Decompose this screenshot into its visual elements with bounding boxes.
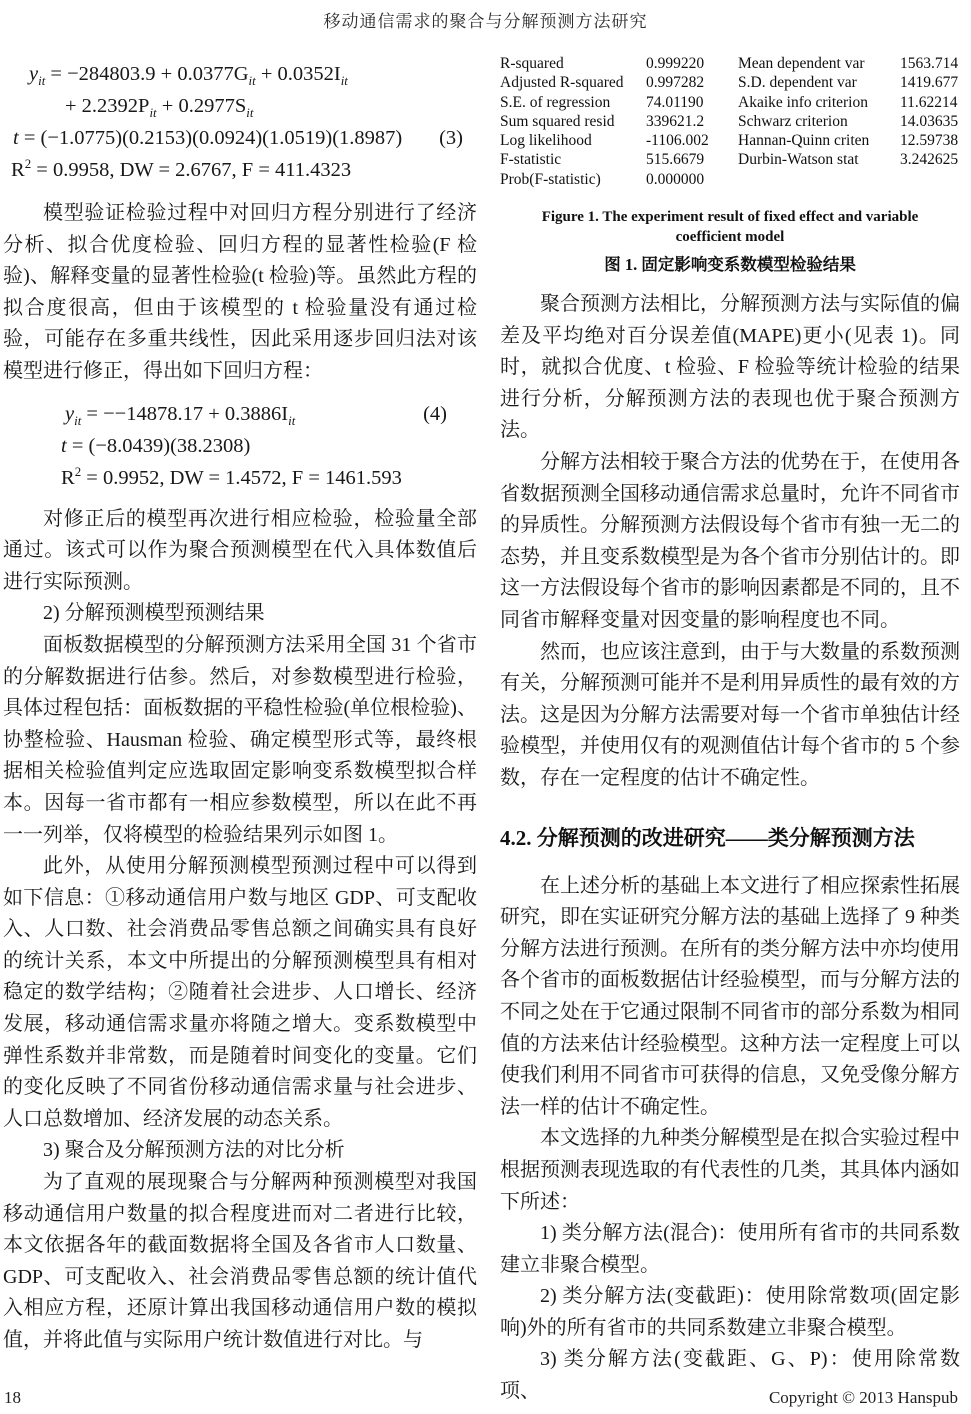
section-heading-4-2: 4.2. 分解预测的改进研究——类分解预测方法 [500, 825, 915, 850]
paragraph-mape-comparison: 聚合预测方法相比，分解预测方法与实际值的偏差及平均绝对百分误差值(MAPE)更小(见表 1)。同时，就拟合优度、t 检验、F 检验等统计检验的结果进行分析，分解预测方法的表现也优于聚合预测方法。 [500, 293, 960, 442]
page-title: 移动通信需求的聚合与分解预测方法研究 [323, 12, 648, 31]
stat-label: S.E. of regression [500, 93, 611, 111]
equation-3-number: (3) [439, 127, 463, 149]
stat-label: Hannan-Quinn criten [738, 132, 870, 150]
stat-label: Schwarz criterion [738, 112, 848, 130]
equation-3-line-1: $y_{it} = -284803.9 + 0.0377G_{it} + 0.0352I_{it}$ [29, 63, 348, 89]
stat-value: 0.999220 [646, 55, 705, 72]
stat-label: F-statistic [500, 151, 562, 169]
copyright-notice: Copyright © 2013 Hanspub [768, 1388, 958, 1407]
list-item-3-comparison: 3) 聚合及分解预测方法的对比分析 [43, 1139, 345, 1162]
stats-table-left-half [500, 54, 738, 189]
equation-3-line-3: t = (−1.0775)(0.2153)(0.0924)(1.0519)(1.8987) (3) [3, 122, 477, 154]
stat-label: S.D. dependent var [738, 74, 857, 92]
left-column [3, 46, 477, 1408]
stat-value: 14.03635 [900, 112, 959, 130]
equation-3-stats: $R^2 = 0.9958$, DW = 2.6767, F = 411.4323 [11, 156, 352, 181]
paragraph-model-verification: 模型验证检验过程中对回归方程分别进行了经济分析、拟合优度检验、回归方程的显著性检验(F 检验)、解释变量的显著性检验(t 检验)等。虽然此方程的拟合度很高，但由于该模型的 t 检验量没有通过检验，可能存在多重共线性，因此采用逐步回归法对该模型进行修正，得出如下回归方程： [3, 202, 477, 382]
stat-label: Mean dependent var [738, 55, 865, 72]
stat-value: 1419.677 [900, 74, 959, 92]
stat-label: Adjusted R-squared [500, 74, 624, 92]
stats-table-right-half [738, 54, 958, 189]
stat-value: 515.6679 [646, 151, 705, 169]
list-item-method-2-varying-intercept: 2) 类分解方法(变截距)：使用除常数项(固定影响)外的所有省市的共同系数建立非聚合模型。 [500, 1285, 960, 1339]
stat-value: 3.242625 [900, 151, 959, 169]
stat-value: 12.59738 [900, 132, 959, 150]
stat-value: -1106.002 [646, 132, 709, 150]
page-footer [4, 1388, 958, 1408]
paragraph-additional-info: 此外，从使用分解预测模型预测过程中可以得到如下信息：①移动通信用户数与地区 GDP、可支配收入、人口数、社会消费品零售总额之间确实具有良好的统计关系，本文中所提出的分解预测模型具有相对稳定的数学结构；②随着社会进步、人口增长、经济发展，移动通信需求量亦将随之增大。变系数模型中弹性系数并非常数，而是随着时间变化的变量。它们的变化反映了不同省份移动通信需求量与社会进步、人口总数增加、经济发展的动态关系。 [3, 855, 477, 1130]
figure-caption-chinese: 图 1. 固定影响变系数模型检验结果 [604, 255, 856, 275]
equation-4 [3, 398, 477, 494]
equation-3-line-2: + $2.2392P_{it} + 0.2977S_{it}$ [65, 95, 254, 121]
equation-3 [3, 58, 477, 186]
stat-value: 0.997282 [646, 74, 705, 92]
stat-label: Prob(F-statistic) [500, 170, 601, 188]
paragraph-exploratory-research: 在上述分析的基础上本文进行了相应探索性拓展研究，即在实证研究分解方法的基础上选择了 9 种类分解方法进行预测。在所有的类分解方法中亦均使用各个省市的面板数据估计经验模型，而与分解方法的不同之处在于它通过限制不同省市的部分系数为相同值的方法来估计经验模型。这种方法一定程度上可以使我们利用不同省市可获得的信息，又免受像分解方法一样的估计不确定性。 [500, 874, 960, 1118]
list-item-method-3-varying-intercept-gp: 3) 类分解方法(变截距、G、P)：使用除常数项、 [500, 1348, 960, 1403]
page-number: 18 [4, 1388, 21, 1407]
equation-4-line-1: $y_{it} = --14878.17 + 0.3886I_{it}$ (4) [3, 398, 477, 430]
stat-value: 0.000000 [646, 170, 705, 188]
stats-table [500, 54, 960, 189]
paragraph-comparison-method: 为了直观的展现聚合与分解两种预测模型对我国移动通信用户数量的拟合程度进而对二者进行比较，本文依据各年的截面数据将全国及各省市人口数量、GDP、可支配收入、社会消费品零售总额的统计值代入相应方程，还原计算出我国移动通信用户数的模拟值，并将此值与实际用户统计数值进行对比。与 [3, 1171, 477, 1351]
two-column-layout [0, 46, 971, 1408]
paragraph-decomposition-caveat: 然而，也应该注意到，由于与大数量的系数预测有关，分解预测可能并不是利用异质性的最有效的方法。这是因为分解方法需要对每一个省市单独估计经验模型，并使用仅有的观测值估计每个省市的 5 个参数，存在一定程度的估计不确定性。 [500, 640, 960, 789]
stat-label: Durbin-Watson stat [738, 151, 859, 169]
stat-label: R-squared [500, 55, 564, 72]
paragraph-nine-models-intro: 本文选择的九种类分解模型是在拟合实验过程中根据预测表现选取的有代表性的几类，其具体内涵如下所述： [500, 1127, 960, 1213]
list-item-method-1-pooled: 1) 类分解方法(混合)：使用所有省市的共同系数建立非聚合模型。 [500, 1222, 960, 1276]
paragraph-decomposition-advantage: 分解方法相较于聚合方法的优势在于，在使用各省数据预测全国移动通信需求总量时，允许不同省市的异质性。分解预测方法假设每个省市有独一无二的态势，并且变系数模型是为各个省市分别估计的。即这一方法假设每个省市的影响因素都是不同的，且不同省市解释变量对因变量的影响程度也不同。 [500, 451, 960, 632]
stat-label: Sum squared resid [500, 112, 615, 130]
paragraph-panel-data: 面板数据模型的分解预测方法采用全国 31 个省市的分解数据进行估参。然后，对参数模型进行检验，具体过程包括：面板数据的平稳性检验(单位根检验)、协整检验、Hausman 检验、确定模型形式等，最终根据相关检验值判定应选取固定影响变系数模型拟合样本。因每一省市都有一相应参数模型，所以在此不再一一列举，仅将模型的检验结果列示如图 1。 [3, 633, 477, 846]
stat-value: 1563.714 [900, 55, 959, 72]
stat-label: Log likelihood [500, 132, 592, 150]
list-item-2-decomposition-results: 2) 分解预测模型预测结果 [43, 602, 265, 625]
equation-4-stats: $R^2 = 0.9952$, DW = 1.4572, F = 1461.593 [61, 463, 402, 489]
stat-value: 74.01190 [646, 93, 704, 111]
stat-value: 339621.2 [646, 112, 705, 130]
figure-caption [500, 208, 960, 275]
stat-label: Akaike info criterion [738, 93, 868, 111]
stat-value: 11.62214 [900, 93, 958, 111]
figure-caption-english: Figure 1. The experiment result of fixed effect and variable coefficient model [541, 209, 919, 245]
paragraph-revised-model: 对修正后的模型再次进行相应检验，检验量全部通过。该式可以作为聚合预测模型在代入具体数值后进行实际预测。 [3, 507, 477, 593]
right-column [500, 46, 960, 1408]
equation-4-line-2: t = (−8.0439)(38.2308) [61, 434, 251, 457]
equation-4-number: (4) [423, 402, 447, 425]
